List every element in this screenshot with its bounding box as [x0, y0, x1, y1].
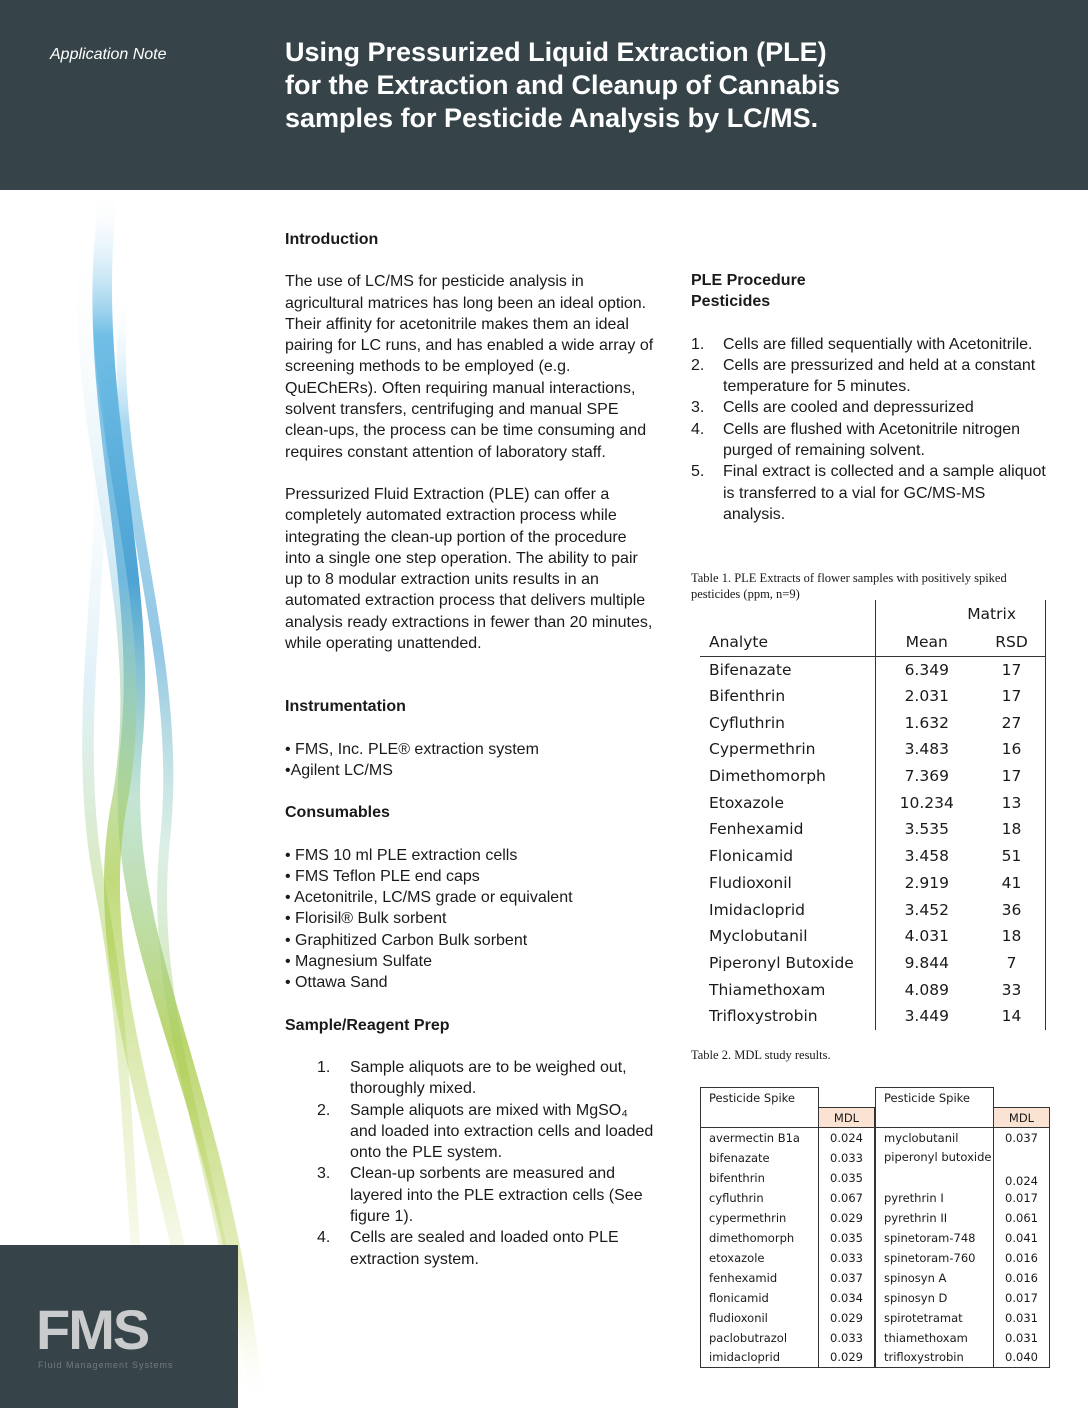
table2-cell-mdl: 0.035	[819, 1228, 875, 1248]
table2-cell-mdl: 0.033	[819, 1248, 875, 1268]
table2-cell-pesticide: spinetoram-760	[876, 1248, 994, 1268]
table2-cell-pesticide: pyrethrin II	[876, 1208, 994, 1228]
table1-cell-mean: 3.449	[875, 1003, 978, 1030]
table2-cell-pesticide: bifenthrin	[701, 1168, 819, 1188]
header-banner	[0, 0, 1088, 190]
table1-cell-mean: 6.349	[875, 656, 978, 683]
sample-prep-step: 3. Clean-up sorbents are measured and layered into the PLE extraction cells (See figure 1).	[317, 1165, 643, 1225]
left-column	[285, 229, 655, 1270]
table2-cell-pesticide: imidacloprid	[701, 1348, 819, 1368]
table1-cell-analyte: Fenhexamid	[709, 820, 804, 839]
table2-cell-mdl: 0.033	[819, 1328, 875, 1348]
table1-header-rsd: RSD	[978, 628, 1046, 656]
table1-row	[700, 950, 1046, 977]
table1-cell-rsd: 18	[978, 923, 1046, 950]
table2-cell-pesticide: fenhexamid	[701, 1268, 819, 1288]
table2-cell-mdl: 0.024	[819, 1128, 875, 1148]
procedure-step: 1. Cells are filled sequentially with Acetonitrile.	[691, 335, 1033, 353]
table2-cell-pesticide: spinosyn D	[876, 1288, 994, 1308]
table2-row	[876, 1248, 1050, 1268]
introduction-heading: Introduction	[285, 231, 379, 248]
procedure-steps	[691, 334, 1051, 526]
table1-row	[700, 736, 1046, 763]
table2-cell-mdl: 0.016	[994, 1268, 1050, 1288]
table2-row	[701, 1168, 875, 1188]
table1-cell-rsd: 7	[978, 950, 1046, 977]
table2-header-spike: Pesticide Spike	[876, 1088, 994, 1108]
consumables-item: • Acetonitrile, LC/MS grade or equivalent	[285, 889, 573, 907]
procedure-heading: PLE Procedure	[691, 272, 806, 289]
table1-cell-analyte: Bifenazate	[709, 660, 792, 679]
table2-cell-mdl: 0.037	[819, 1268, 875, 1288]
table1-cell-rsd: 13	[978, 789, 1046, 816]
sample-prep-step: 1. Sample aliquots are to be weighed out, thoroughly mixed.	[317, 1058, 627, 1098]
consumables-item: • Florisil® Bulk sorbent	[285, 910, 447, 928]
table1-cell-analyte: Thiamethoxam	[709, 980, 826, 999]
procedure-step: 2. Cells are pressurized and held at a constant temperature for 5 minutes.	[691, 356, 1036, 396]
sample-prep-steps	[285, 1057, 655, 1270]
table1-cell-mean: 2.031	[875, 683, 978, 710]
table1-row	[700, 763, 1046, 790]
table2-row	[876, 1308, 1050, 1328]
table2-cell-mdl: 0.041	[994, 1228, 1050, 1248]
table2-cell-pesticide: dimethomorph	[701, 1228, 819, 1248]
table1-cell-rsd: 33	[978, 976, 1046, 1003]
table2-header-mdl: MDL	[819, 1108, 875, 1128]
consumables-heading: Consumables	[285, 804, 390, 822]
sample-prep-step: 2. Sample aliquots are mixed with MgSO₄ and loaded into extraction cells and loaded onto the PLE system.	[317, 1101, 654, 1162]
procedure-step: 5. Final extract is collected and a sample aliquot is transferred to a vial for GC/MS-MS analysis.	[691, 463, 1046, 523]
table1-cell-analyte: Cyfluthrin	[709, 713, 785, 732]
table1	[700, 600, 1046, 1030]
table1-caption: Table 1. PLE Extracts of flower samples with positively spiked pesticides (ppm, n=9)	[691, 571, 1007, 601]
table2-cell-mdl: 0.029	[819, 1208, 875, 1228]
table1-cell-analyte: Bifenthrin	[709, 687, 786, 706]
table2-row	[701, 1248, 875, 1268]
table1-cell-rsd: 14	[978, 1003, 1046, 1030]
table2-row	[701, 1268, 875, 1288]
table2-cell-pesticide: spinetoram-748	[876, 1228, 994, 1248]
table1-cell-rsd: 36	[978, 896, 1046, 923]
table2-cell-mdl: 0.017	[994, 1188, 1050, 1208]
table2-row	[876, 1128, 1050, 1148]
table1-row	[700, 1003, 1046, 1030]
fms-logo-block	[0, 1245, 238, 1408]
table1-cell-analyte: Piperonyl Butoxide	[709, 953, 854, 972]
table1-cell-mean: 2.919	[875, 870, 978, 897]
table1-cell-rsd: 16	[978, 736, 1046, 763]
table2-row	[876, 1228, 1050, 1248]
table2-row	[701, 1208, 875, 1228]
table2-cell-mdl: 0.034	[819, 1288, 875, 1308]
table2-cell-pesticide: bifenazate	[701, 1148, 819, 1168]
table2-header-mdl: MDL	[994, 1108, 1050, 1128]
table2-cell-mdl: 0.024	[994, 1148, 1050, 1188]
decorative-swirl-graphic	[0, 190, 270, 1408]
table2-cell-pesticide: piperonyl butoxide	[876, 1148, 994, 1188]
table2-cell-mdl: 0.067	[819, 1188, 875, 1208]
table2-row	[876, 1188, 1050, 1208]
table2-cell-pesticide: trifloxystrobin	[876, 1348, 994, 1368]
table1-row	[700, 816, 1046, 843]
procedure-step: 3. Cells are cooled and depressurized	[691, 399, 974, 417]
table1-cell-rsd: 17	[978, 656, 1046, 683]
table2-cell-mdl: 0.040	[994, 1348, 1050, 1368]
document-type-label: Application Note	[50, 46, 167, 63]
table1-cell-mean: 3.483	[875, 736, 978, 763]
introduction-paragraph-1: The use of LC/MS for pesticide analysis in agricultural matrices has long been an ideal option. Their affinity for acetonitrile makes them an ideal pairing for LC runs, and has enabled a wide array of screening methods to be employed (e.g. QuEChERs). Often requiring manual interactions, solvent transfers, centrifuging and manual SPE clean-ups, the process can be time consuming and requires constant attention of laboratory staff.	[285, 273, 654, 461]
table1-row	[700, 896, 1046, 923]
table2-caption: Table 2. MDL study results.	[691, 1048, 831, 1062]
table1-cell-rsd: 18	[978, 816, 1046, 843]
table2-cell-mdl: 0.016	[994, 1248, 1050, 1268]
table1-cell-mean: 10.234	[875, 789, 978, 816]
table2-row	[876, 1208, 1050, 1228]
table2-row	[701, 1228, 875, 1248]
table2-cell-pesticide: flonicamid	[701, 1288, 819, 1308]
table2-row	[876, 1268, 1050, 1288]
introduction-paragraph-2: Pressurized Fluid Extraction (PLE) can offer a completely automated extraction process while integrating the clean-up portion of the procedure into a single one step operation. The ability to pair up to 8 modular extraction units results in an automated extraction process that delivers multiple analysis ready extractions in fewer than 20 minutes, while operating unattended.	[285, 485, 653, 653]
consumables-item: • Ottawa Sand	[285, 974, 388, 992]
table1-cell-mean: 1.632	[875, 709, 978, 736]
table1-row	[700, 656, 1046, 683]
table1-cell-analyte: Imidacloprid	[709, 900, 805, 919]
table1-cell-mean: 9.844	[875, 950, 978, 977]
table1-row	[700, 709, 1046, 736]
table2-row	[876, 1348, 1050, 1368]
table2-cell-mdl: 0.031	[994, 1328, 1050, 1348]
table1-cell-analyte: Dimethomorph	[709, 767, 826, 786]
table1-header-mean: Mean	[875, 628, 978, 656]
table2-cell-pesticide: avermectin B1a	[701, 1128, 819, 1148]
table2-cell-mdl: 0.035	[819, 1168, 875, 1188]
table2-row	[701, 1128, 875, 1148]
fms-logo-tagline: Fluid Management Systems	[38, 1360, 174, 1370]
ple-procedure	[691, 270, 1051, 525]
sample-prep-heading: Sample/Reagent Prep	[285, 1016, 450, 1034]
table1-cell-analyte: Myclobutanil	[709, 927, 808, 946]
table1-cell-rsd: 41	[978, 870, 1046, 897]
table2-cell-pesticide: fludioxonil	[701, 1308, 819, 1328]
page-title: Using Pressurized Liquid Extraction (PLE) for the Extraction and Cleanup of Cannabis samples for Pesticide Analysis by LC/MS.	[285, 37, 841, 133]
table1-cell-mean: 4.089	[875, 976, 978, 1003]
fms-logo: FMS	[36, 1298, 149, 1361]
table2-row	[701, 1328, 875, 1348]
table2-cell-mdl: 0.029	[819, 1308, 875, 1328]
table1-cell-rsd: 27	[978, 709, 1046, 736]
table1-cell-analyte: Flonicamid	[709, 847, 794, 866]
table2-row	[876, 1288, 1050, 1308]
table1-cell-mean: 3.458	[875, 843, 978, 870]
table2-cell-pesticide: paclobutrazol	[701, 1328, 819, 1348]
instrumentation-heading: Instrumentation	[285, 698, 406, 716]
table2-cell-mdl: 0.031	[994, 1308, 1050, 1328]
table2-cell-pesticide: spirotetramat	[876, 1308, 994, 1328]
table1-row	[700, 789, 1046, 816]
table2-cell-mdl: 0.037	[994, 1128, 1050, 1148]
table2-cell-mdl: 0.017	[994, 1288, 1050, 1308]
table2-header-spike: Pesticide Spike	[701, 1088, 819, 1108]
table2-cell-pesticide: spinosyn A	[876, 1268, 994, 1288]
instrumentation-item: • FMS, Inc. PLE® extraction system	[285, 740, 539, 758]
table2-cell-pesticide: thiamethoxam	[876, 1328, 994, 1348]
table1-row	[700, 923, 1046, 950]
table2-cell-pesticide: cyfluthrin	[701, 1188, 819, 1208]
consumables-item: • FMS 10 ml PLE extraction cells	[285, 846, 518, 864]
table2-row	[701, 1148, 875, 1168]
table1-cell-analyte: Fludioxonil	[709, 873, 792, 892]
table2-right	[875, 1087, 1050, 1368]
table1-cell-rsd: 17	[978, 683, 1046, 710]
table1-row	[700, 843, 1046, 870]
table2-row	[701, 1288, 875, 1308]
consumables-item: • Graphitized Carbon Bulk sorbent	[285, 931, 528, 949]
consumables-item: • Magnesium Sulfate	[285, 953, 433, 971]
table2-cell-pesticide: pyrethrin I	[876, 1188, 994, 1208]
table2-row	[701, 1348, 875, 1368]
table2-row	[701, 1308, 875, 1328]
table1-group-header: Matrix	[967, 605, 1016, 623]
table2-cell-pesticide: cypermethrin	[701, 1208, 819, 1228]
table1-row	[700, 683, 1046, 710]
table1-cell-rsd: 51	[978, 843, 1046, 870]
table1-cell-mean: 3.452	[875, 896, 978, 923]
table2-left	[700, 1087, 875, 1368]
instrumentation-item: •Agilent LC/MS	[285, 761, 393, 779]
table1-row	[700, 976, 1046, 1003]
table1-cell-analyte: Etoxazole	[709, 793, 785, 812]
table2-row	[701, 1188, 875, 1208]
sample-prep-step: 4. Cells are sealed and loaded onto PLE extraction system.	[317, 1229, 619, 1268]
table2-row	[876, 1328, 1050, 1348]
table1-cell-mean: 7.369	[875, 763, 978, 790]
table1-header-analyte: Analyte	[700, 628, 875, 656]
table2-cell-mdl: 0.061	[994, 1208, 1050, 1228]
procedure-step: 4. Cells are flushed with Acetonitrile nitrogen purged of remaining solvent.	[691, 420, 1021, 460]
table1-cell-mean: 3.535	[875, 816, 978, 843]
consumables-item: • FMS Teflon PLE end caps	[285, 867, 480, 885]
table2-cell-pesticide: myclobutanil	[876, 1128, 994, 1148]
table1-cell-rsd: 17	[978, 763, 1046, 790]
table2-cell-pesticide: etoxazole	[701, 1248, 819, 1268]
table1-cell-analyte: Trifloxystrobin	[709, 1007, 818, 1026]
table2-row	[876, 1148, 1050, 1188]
procedure-subheading: Pesticides	[691, 293, 771, 311]
table1-cell-mean: 4.031	[875, 923, 978, 950]
table2-cell-mdl: 0.033	[819, 1148, 875, 1168]
table1-row	[700, 870, 1046, 897]
table1-cell-analyte: Cypermethrin	[709, 740, 816, 759]
table2-cell-mdl: 0.029	[819, 1348, 875, 1368]
